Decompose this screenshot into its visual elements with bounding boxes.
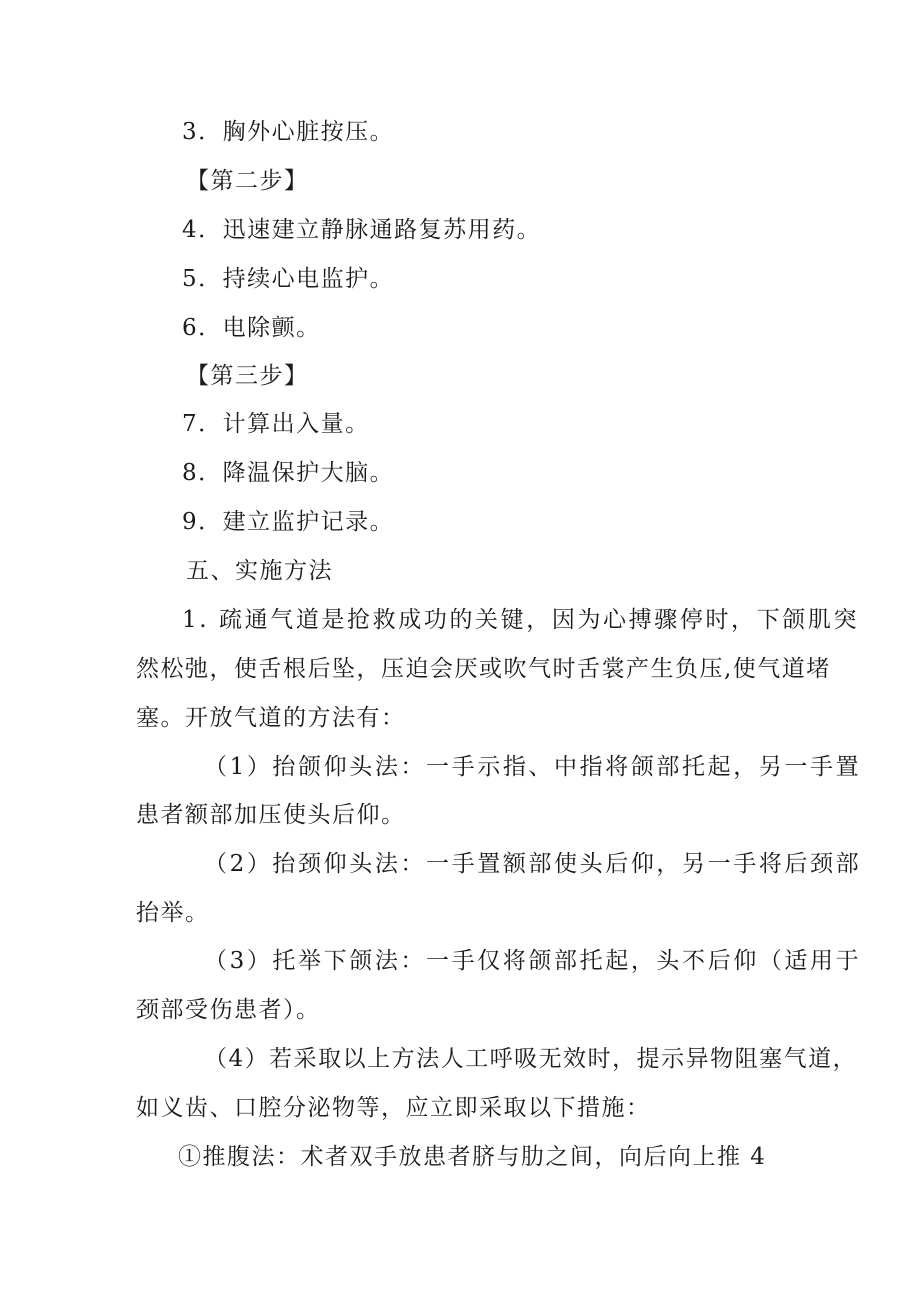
step-heading-2: 【第二步】 (186, 168, 309, 194)
method-1-line: （1）抬颌仰头法：一手示指、中指将颌部托起，另一手置 (204, 754, 862, 780)
sub-method-1-line: ①推腹法：术者双手放患者脐与肋之间，向后向上推 4 (178, 1144, 767, 1170)
paragraph-line: 塞。开放气道的方法有： (136, 705, 406, 731)
step-item-5: 5．持续心电监护。 (182, 266, 395, 292)
step-item-6: 6．电除颤。 (182, 315, 321, 341)
method-4-line: （4）若采取以上方法人工呼吸无效时，提示异物阻塞气道， (204, 1046, 858, 1072)
method-3-line: （3）托举下颌法：一手仅将颌部托起，头不后仰（适用于 (204, 948, 862, 974)
step-item-4: 4．迅速建立静脉通路复苏用药。 (182, 217, 542, 243)
step-item-9: 9．建立监护记录。 (182, 509, 395, 535)
section-heading: 五、实施方法 (186, 558, 333, 584)
step-heading-3: 【第三步】 (186, 363, 309, 389)
step-item-8: 8．降温保护大脑。 (182, 460, 395, 486)
method-2-line: （2）抬颈仰头法：一手置额部使头后仰，另一手将后颈部 (204, 851, 862, 877)
method-4-line: 如义齿、口腔分泌物等，应立即采取以下措施： (136, 1095, 651, 1121)
paragraph-line: 1. 疏通气道是抢救成功的关键，因为心搏骤停时，下颌肌突 (182, 607, 860, 633)
method-2-line: 抬举。 (136, 900, 210, 926)
method-1-line: 患者额部加压使头后仰。 (136, 802, 406, 828)
step-item-7: 7．计算出入量。 (182, 411, 370, 437)
paragraph-line: 然松弛，使舌根后坠，压迫会厌或吹气时舌裳产生负压,使气道堵 (136, 656, 831, 682)
method-3-line: 颈部受伤患者）。 (136, 997, 321, 1023)
step-item-3: 3．胸外心脏按压。 (182, 119, 395, 145)
